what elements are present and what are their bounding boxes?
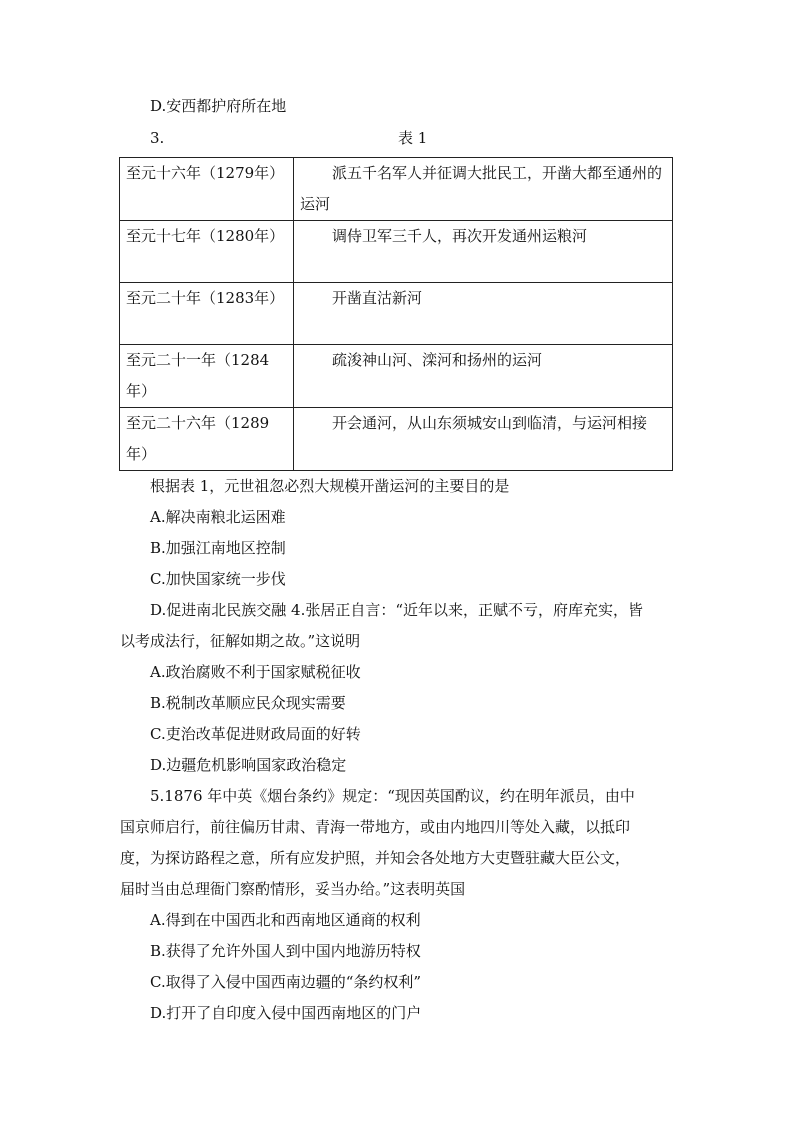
q5-option-c: C.取得了入侵中国西南边疆的“条约权利” xyxy=(150,973,422,991)
q3-option-a: A.解决南粮北运困难 xyxy=(150,508,286,526)
table-cell-event: 派五千名军人并征调大批民工，开凿大都至通州的运河 xyxy=(294,158,673,221)
table-row xyxy=(120,283,673,345)
table-cell-year: 至元二十一年（1284年） xyxy=(120,345,294,408)
q4-option-c: C.吏治改革促进财政局面的好转 xyxy=(150,725,361,743)
q3-number: 3. xyxy=(150,129,165,147)
q2-option-d: D.安西都护府所在地 xyxy=(150,97,287,115)
q5-option-d: D.打开了自印度入侵中国西南地区的门户 xyxy=(150,1004,422,1022)
table-row xyxy=(120,221,673,283)
table-title: 表 1 xyxy=(398,129,428,147)
q3-stem: 根据表 1，元世祖忽必烈大规模开凿运河的主要目的是 xyxy=(150,477,510,495)
table-row xyxy=(120,408,673,471)
q5-stem-line3: 度，为探访路程之意，所有应发护照，并知会各处地方大吏暨驻藏大臣公文， xyxy=(120,849,631,867)
table-cell-year: 至元二十六年（1289年） xyxy=(120,408,294,471)
q3-option-c: C.加快国家统一步伐 xyxy=(150,570,286,588)
q5-stem-line2: 国京师启行，前往偏历甘肃、青海一带地方，或由内地四川等处入藏，以抵印 xyxy=(120,818,631,836)
q3-option-b: B.加强江南地区控制 xyxy=(150,539,286,557)
q4-option-d: D.边疆危机影响国家政治稳定 xyxy=(150,756,347,774)
table-cell-year: 至元二十年（1283年） xyxy=(120,283,294,345)
q5-stem-line4: 届时当由总理衙门察酌情形，妥当办给。”这表明英国 xyxy=(120,880,466,898)
table-row xyxy=(120,345,673,408)
q4-stem-line2: 以考成法行，征解如期之故。”这说明 xyxy=(120,632,361,650)
q3-option-d-q4-stem: D.促进南北民族交融 4.张居正自言：“近年以来，正赋不亏，府库充实，皆 xyxy=(150,601,644,619)
q5-option-b: B.获得了允许外国人到中国内地游历特权 xyxy=(150,942,421,960)
table-row xyxy=(120,158,673,221)
table-cell-event: 疏浚神山河、滦河和扬州的运河 xyxy=(294,345,673,408)
q4-option-a: A.政治腐败不利于国家赋税征收 xyxy=(150,663,361,681)
table-cell-event: 开凿直沽新河 xyxy=(294,283,673,345)
q5-option-a: A.得到在中国西北和西南地区通商的权利 xyxy=(150,911,421,929)
table-cell-year: 至元十六年（1279年） xyxy=(120,158,294,221)
table-cell-year: 至元十七年（1280年） xyxy=(120,221,294,283)
q5-stem-line1: 5.1876 年中英《烟台条约》规定：“现因英国酌议，约在明年派员，由中 xyxy=(150,787,635,805)
canal-table xyxy=(119,157,673,471)
table-cell-event: 开会通河，从山东须城安山到临清，与运河相接 xyxy=(294,408,673,471)
table-cell-event: 调侍卫军三千人，再次开发通州运粮河 xyxy=(294,221,673,283)
q4-option-b: B.税制改革顺应民众现实需要 xyxy=(150,694,346,712)
